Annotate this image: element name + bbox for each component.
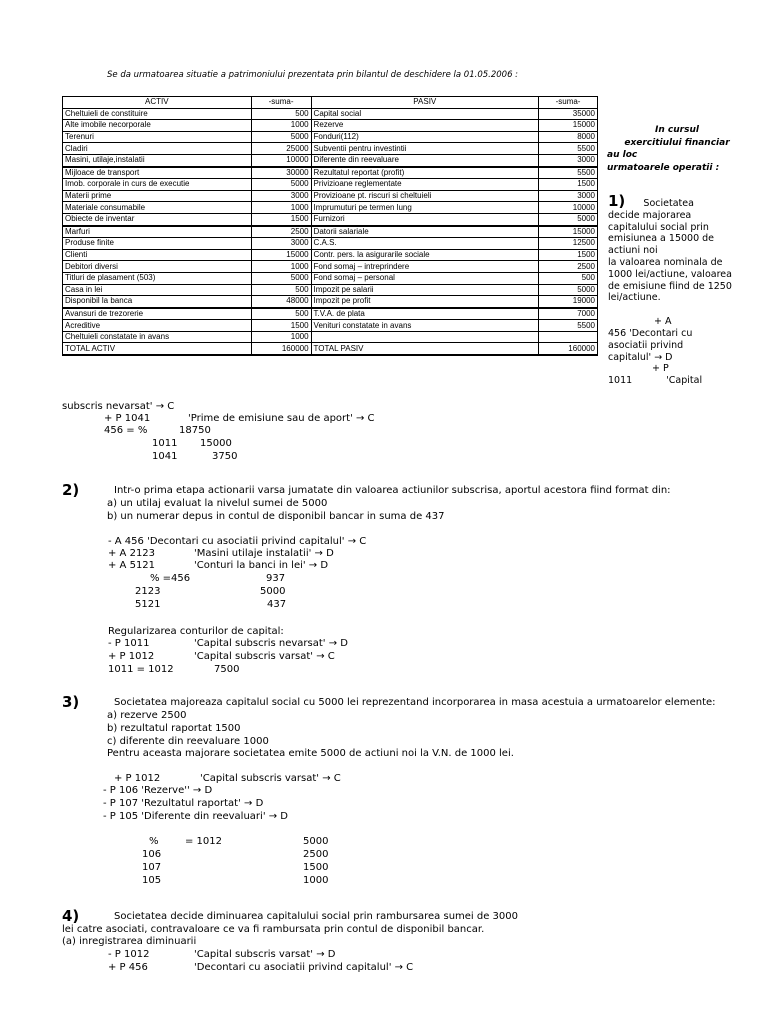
table-row (63, 226, 598, 238)
header-activ: ACTIV (63, 97, 252, 109)
s2-entry: 'Capital subscris nevarsat' → D (194, 638, 348, 649)
pasiv-amount-cell: 1500 (539, 249, 598, 261)
pasiv-amount-cell: 10000 (539, 202, 598, 214)
s3-entry: - P 107 'Rezultatul raportat' → D (103, 798, 264, 809)
activ-amount-cell: 48000 (251, 296, 311, 308)
s3-amount: 1000 (303, 875, 329, 886)
table-row (63, 202, 598, 214)
pasiv-amount-cell: 2500 (539, 261, 598, 273)
activ-amount-cell: 1500 (251, 213, 311, 225)
pasiv-amount-cell: 5000 (539, 284, 598, 296)
s1-amount: 18750 (179, 425, 211, 436)
op1-line: la valoarea nominala de (608, 256, 723, 268)
activ-cell: Masini, utilaje,instalatii (63, 154, 252, 166)
pasiv-cell: Privizioane reglementate (311, 179, 539, 191)
activ-cell: Materii prime (63, 190, 252, 202)
activ-cell: Terenuri (63, 131, 252, 143)
activ-amount-cell: 500 (251, 308, 311, 320)
s1-line: 'Prime de emisiune sau de aport' → C (188, 413, 375, 424)
title-line: urmatoarele operatii : (607, 162, 720, 173)
activ-cell: Cheltuieli constatate in avans (63, 331, 252, 343)
s1-account: 1041 (152, 451, 178, 462)
s2-item: a) un utilaj evaluat la nivelul sumei de 5000 (107, 498, 328, 509)
pasiv-cell: Capital social (311, 108, 539, 120)
s4-line: lei catre asociati, contravaloare ce va fi rambursata prin contul de disponibil bancar. (62, 924, 485, 935)
op1-text: Societatea (643, 198, 694, 209)
table-header-row (63, 97, 598, 109)
pasiv-amount-cell: 19000 (539, 296, 598, 308)
pasiv-cell: Impozit pe salarii (311, 284, 539, 296)
op1-line: actiuni noi (608, 245, 658, 257)
s2-entry: + A 2123 (108, 548, 156, 559)
s2-amount: 7500 (214, 664, 240, 675)
pasiv-amount-cell: 5500 (539, 143, 598, 155)
pasiv-amount-cell: 5000 (539, 213, 598, 225)
activ-amount-cell: 5000 (251, 272, 311, 284)
activ-cell: TOTAL ACTIV (63, 343, 252, 355)
pasiv-cell: Fond somaj – intreprindere (311, 261, 539, 273)
s3-formula: = 1012 (185, 836, 223, 847)
pasiv-cell: Rezultatul reportat (profit) (311, 167, 539, 179)
pasiv-amount-cell: 1500 (539, 179, 598, 191)
operation-3-number: 3) (62, 693, 80, 711)
activ-amount-cell: 160000 (251, 343, 311, 355)
activ-amount-cell: 5000 (251, 179, 311, 191)
activ-amount-cell: 1000 (251, 120, 311, 132)
s1-account: 1011 (152, 438, 178, 449)
table-row (63, 238, 598, 250)
table-row (63, 120, 598, 132)
operation-1-side (608, 192, 758, 387)
activ-amount-cell: 2500 (251, 226, 311, 238)
pasiv-cell: TOTAL PASIV (311, 343, 539, 355)
s3-formula: % (149, 836, 159, 847)
s2-amount: 937 (266, 573, 286, 584)
op1-line: emisiunea a 15000 de (608, 233, 715, 245)
table-row (63, 249, 598, 261)
s3-item: c) diferente din reevaluare 1000 (107, 736, 269, 747)
activ-cell: Cladiri (63, 143, 252, 155)
activ-cell: Materiale consumabile (63, 202, 252, 214)
s2-entry: 'Conturi la banci in lei' → D (194, 560, 329, 571)
s3-item: a) rezerve 2500 (107, 710, 187, 721)
pasiv-cell: Provizioane pt. riscuri si cheltuieli (311, 190, 539, 202)
pasiv-cell: T.V.A. de plata (311, 308, 539, 320)
op1-entry: 456 'Decontari cu (608, 327, 693, 339)
header-suma-activ: -suma- (251, 97, 311, 109)
s2-formula: 1011 = 1012 (108, 664, 174, 675)
header-suma-pasiv: -suma- (539, 97, 598, 109)
pasiv-amount-cell: 5500 (539, 320, 598, 332)
activ-cell: Disponibil la banca (63, 296, 252, 308)
activ-cell: Mijloace de transport (63, 167, 252, 179)
s3-intro: Societatea majoreaza capitalul social cu 5000 lei reprezentand incorporarea in masa acestuia a urmatoarelor elemente: (114, 697, 716, 708)
s1-account: + P 1041 (104, 413, 151, 424)
op1-entry: + P (652, 363, 669, 375)
activ-amount-cell: 25000 (251, 143, 311, 155)
s3-entry: - P 105 'Diferente din reevaluari' → D (103, 811, 288, 822)
table-row (63, 131, 598, 143)
table-row (63, 213, 598, 225)
activ-cell: Alte imobile necorporale (63, 120, 252, 132)
pasiv-amount-cell: 15000 (539, 120, 598, 132)
s2-entry: + A 5121 (108, 560, 156, 571)
s2-formula: % =456 (150, 573, 191, 584)
operation-4-number: 4) (62, 907, 80, 925)
pasiv-cell: Diferente din reevaluare (311, 154, 539, 166)
s4-entry: - P 1012 (108, 949, 150, 960)
title-line: In cursul (655, 125, 699, 135)
activ-cell: Clienti (63, 249, 252, 261)
s2-entry: - P 1011 (108, 638, 150, 649)
s2-intro: Intr-o prima etapa actionarii varsa jumatate din valoarea actiunilor subscrisa, aportul acestora fiind format din: (114, 485, 671, 496)
activ-amount-cell: 30000 (251, 167, 311, 179)
activ-amount-cell: 10000 (251, 154, 311, 166)
activ-cell: Obiecte de inventar (63, 213, 252, 225)
pasiv-amount-cell: 5500 (539, 167, 598, 179)
table-row (63, 261, 598, 273)
s4-entry: + P 456 (108, 962, 148, 973)
s2-item: b) un numerar depus in contul de disponibil bancar in suma de 437 (107, 511, 445, 522)
pasiv-cell: Imprumuturi pe termen lung (311, 202, 539, 214)
pasiv-amount-cell (539, 331, 598, 343)
header-pasiv: PASIV (311, 97, 539, 109)
s1-formula: 456 = % (104, 425, 148, 436)
operation-2-number: 2) (62, 481, 80, 499)
s1-amount: 15000 (200, 438, 232, 449)
op1-line: 1000 lei/actiune, valoarea (608, 268, 732, 280)
s2-amount: 5000 (260, 586, 286, 597)
s3-entry: 'Capital subscris varsat' → C (200, 773, 341, 784)
table-row (63, 343, 598, 355)
operation-1-number: 1) (608, 192, 626, 210)
activ-amount-cell: 1000 (251, 202, 311, 214)
s2-account: 5121 (135, 599, 161, 610)
activ-amount-cell: 15000 (251, 249, 311, 261)
table-row (63, 331, 598, 343)
activ-amount-cell: 1000 (251, 331, 311, 343)
s1-amount: 3750 (212, 451, 238, 462)
activ-amount-cell: 3000 (251, 238, 311, 250)
s4-line: (a) inregistrarea diminuarii (62, 936, 197, 947)
pasiv-amount-cell: 7000 (539, 308, 598, 320)
pasiv-amount-cell: 8000 (539, 131, 598, 143)
s3-item: b) rezultatul raportat 1500 (107, 723, 241, 734)
pasiv-amount-cell: 12500 (539, 238, 598, 250)
s3-entry: - P 106 'Rezerve'' → D (103, 785, 213, 796)
activ-cell: Marfuri (63, 226, 252, 238)
pasiv-amount-cell: 3000 (539, 190, 598, 202)
pasiv-cell (311, 331, 539, 343)
s4-entry: 'Capital subscris varsat' → D (194, 949, 336, 960)
activ-amount-cell: 1500 (251, 320, 311, 332)
table-row (63, 284, 598, 296)
pasiv-amount-cell: 160000 (539, 343, 598, 355)
op1-entry: asociatii privind (608, 339, 684, 351)
activ-cell: Avansuri de trezorerie (63, 308, 252, 320)
activ-cell: Acreditive (63, 320, 252, 332)
operations-title (607, 124, 747, 174)
activ-cell: Produse finite (63, 238, 252, 250)
table-row (63, 108, 598, 120)
activ-cell: Debitori diversi (63, 261, 252, 273)
pasiv-cell: Fond somaj – personal (311, 272, 539, 284)
s2-entry: 'Masini utilaje instalatii' → D (194, 548, 334, 559)
table-row (63, 296, 598, 308)
title-line: exercitiului financiar (624, 137, 730, 148)
table-row (63, 143, 598, 155)
table-row (63, 308, 598, 320)
s3-amount: 5000 (303, 836, 329, 847)
op1-account: 1011 (608, 375, 633, 387)
activ-cell: Cheltuieli de constituire (63, 108, 252, 120)
table-row (63, 154, 598, 166)
activ-amount-cell: 500 (251, 108, 311, 120)
op1-line: lei/actiune. (608, 292, 661, 304)
s3-account: 105 (142, 875, 162, 886)
s1-line: subscris nevarsat' → C (62, 401, 175, 412)
balance-sheet-table (62, 96, 598, 356)
title-line: au loc (607, 150, 638, 160)
pasiv-cell: Datorii salariale (311, 226, 539, 238)
pasiv-amount-cell: 15000 (539, 226, 598, 238)
s3-account: 106 (142, 849, 162, 860)
op1-entry: capitalul' → D (608, 351, 673, 363)
table-row (63, 167, 598, 179)
activ-cell: Imob. corporale in curs de executie (63, 179, 252, 191)
pasiv-amount-cell: 500 (539, 272, 598, 284)
s2-amount: 437 (267, 599, 287, 610)
table-row (63, 190, 598, 202)
pasiv-cell: Venituri constatate in avans (311, 320, 539, 332)
op1-entry: 'Capital (666, 375, 703, 387)
op1-line: de emisiune fiind de 1250 (608, 280, 732, 292)
pasiv-cell: Subventii pentru investintii (311, 143, 539, 155)
table-row (63, 320, 598, 332)
activ-amount-cell: 500 (251, 284, 311, 296)
activ-amount-cell: 3000 (251, 190, 311, 202)
intro-sentence: Se da urmatoarea situatie a patrimoniului prezentata prin bilantul de deschidere la 01.05.2006 : (107, 70, 519, 80)
s2-regularization: Regularizarea conturilor de capital: (108, 626, 284, 637)
activ-amount-cell: 5000 (251, 131, 311, 143)
s4-line: Societatea decide diminuarea capitalului social prin rambursarea sumei de 3000 (114, 911, 519, 922)
op1-entry: + A (654, 316, 672, 328)
pasiv-cell: Rezerve (311, 120, 539, 132)
activ-cell: Titluri de plasament (503) (63, 272, 252, 284)
pasiv-cell: Fonduri(112) (311, 131, 539, 143)
s2-entry: 'Capital subscris varsat' → C (194, 651, 335, 662)
pasiv-cell: Impozit pe profit (311, 296, 539, 308)
activ-cell: Casa in lei (63, 284, 252, 296)
s3-entry: + P 1012 (114, 773, 161, 784)
pasiv-cell: Contr. pers. la asigurarile sociale (311, 249, 539, 261)
pasiv-cell: Furnizori (311, 213, 539, 225)
s2-entry: + P 1012 (108, 651, 155, 662)
pasiv-amount-cell: 35000 (539, 108, 598, 120)
s2-account: 2123 (135, 586, 161, 597)
s3-account: 107 (142, 862, 162, 873)
table-row (63, 179, 598, 191)
activ-amount-cell: 1000 (251, 261, 311, 273)
s3-amount: 1500 (303, 862, 329, 873)
s4-entry: 'Decontari cu asociatii privind capitalul' → C (194, 962, 414, 973)
pasiv-amount-cell: 3000 (539, 154, 598, 166)
s3-amount: 2500 (303, 849, 329, 860)
pasiv-cell: C.A.S. (311, 238, 539, 250)
table-row (63, 272, 598, 284)
op1-line: capitalului social prin (608, 221, 709, 233)
s2-entry: - A 456 'Decontari cu asociatii privind capitalul' → C (108, 536, 367, 547)
op1-line: decide majorarea (608, 209, 692, 221)
s3-paragraph: Pentru aceasta majorare societatea emite 5000 de actiuni noi la V.N. de 1000 lei. (107, 748, 514, 759)
